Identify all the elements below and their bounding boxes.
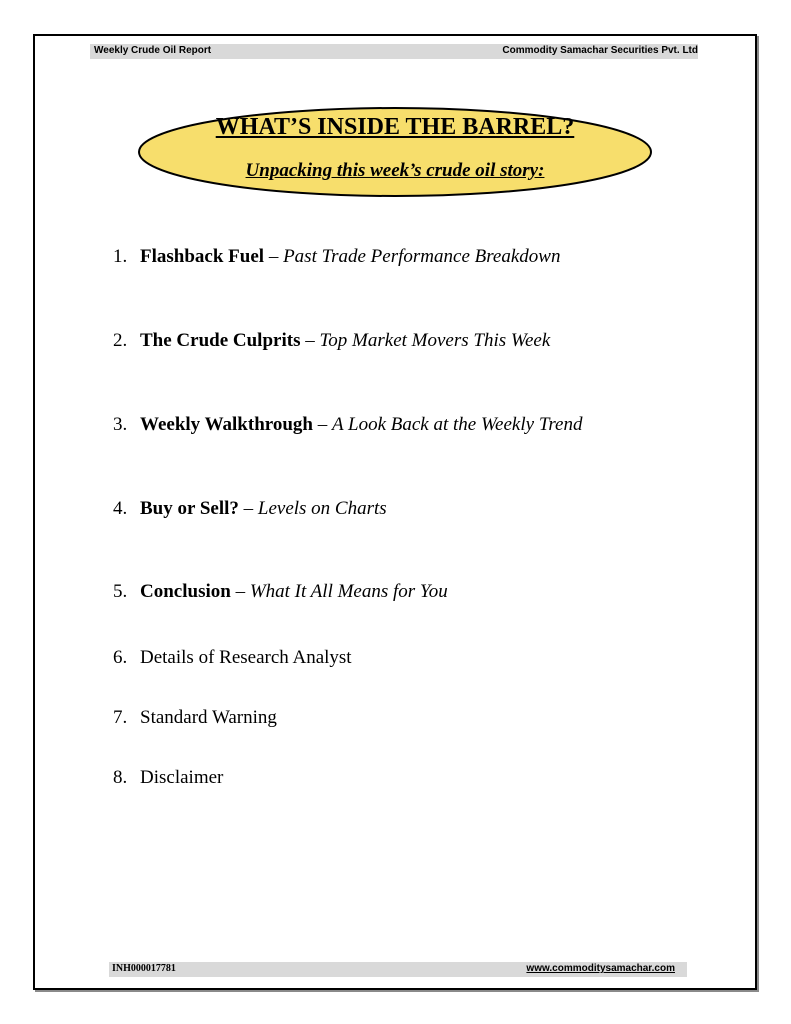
banner-title: WHAT’S INSIDE THE BARREL? (215, 114, 575, 140)
title-banner (137, 106, 653, 198)
toc-description: A Look Back at the Weekly Trend (332, 414, 583, 435)
toc-title: Buy or Sell? (140, 498, 239, 519)
toc-item-2 (113, 330, 550, 352)
toc-title: Conclusion (140, 581, 231, 602)
toc-description: What It All Means for You (249, 581, 448, 602)
toc-title: Weekly Walkthrough (140, 414, 313, 435)
toc-description: Top Market Movers This Week (319, 330, 551, 351)
toc-number: 8. (113, 767, 128, 788)
toc-item-5 (113, 581, 448, 603)
toc-number: 7. (113, 707, 128, 728)
company-name: Commodity Samachar Securities Pvt. Ltd (502, 45, 698, 56)
toc-plain-label: Standard Warning (140, 707, 277, 728)
toc-item-8 (113, 767, 223, 789)
toc-number: 6. (113, 647, 128, 668)
registration-number: INH000017781 (112, 963, 176, 974)
toc-number: 1. (113, 246, 128, 267)
page-footer (109, 962, 687, 977)
website-link[interactable]: www.commoditysamachar.com (526, 963, 675, 974)
toc-separator: – (313, 414, 332, 435)
toc-plain-label: Details of Research Analyst (140, 647, 352, 668)
toc-plain-label: Disclaimer (140, 767, 224, 788)
toc-description: Past Trade Performance Breakdown (283, 246, 561, 267)
toc-item-7 (113, 707, 277, 729)
toc-separator: – (238, 498, 258, 519)
toc-separator: – (230, 581, 250, 602)
toc-separator: – (300, 330, 320, 351)
toc-item-3 (113, 414, 582, 436)
toc-title: The Crude Culprits (140, 330, 301, 351)
toc-description: Levels on Charts (257, 498, 387, 519)
toc-number: 4. (113, 498, 128, 519)
toc-item-6 (113, 647, 352, 669)
toc-separator: – (264, 246, 284, 267)
toc-number: 3. (113, 414, 128, 435)
toc-title: Flashback Fuel (140, 246, 265, 267)
toc-item-1 (113, 246, 560, 268)
banner-subtitle: Unpacking this week’s crude oil story: (245, 160, 545, 181)
toc-number: 2. (113, 330, 128, 351)
report-title: Weekly Crude Oil Report (94, 45, 212, 56)
page-header (90, 44, 698, 59)
toc-item-4 (113, 498, 387, 520)
toc-number: 5. (113, 581, 128, 602)
